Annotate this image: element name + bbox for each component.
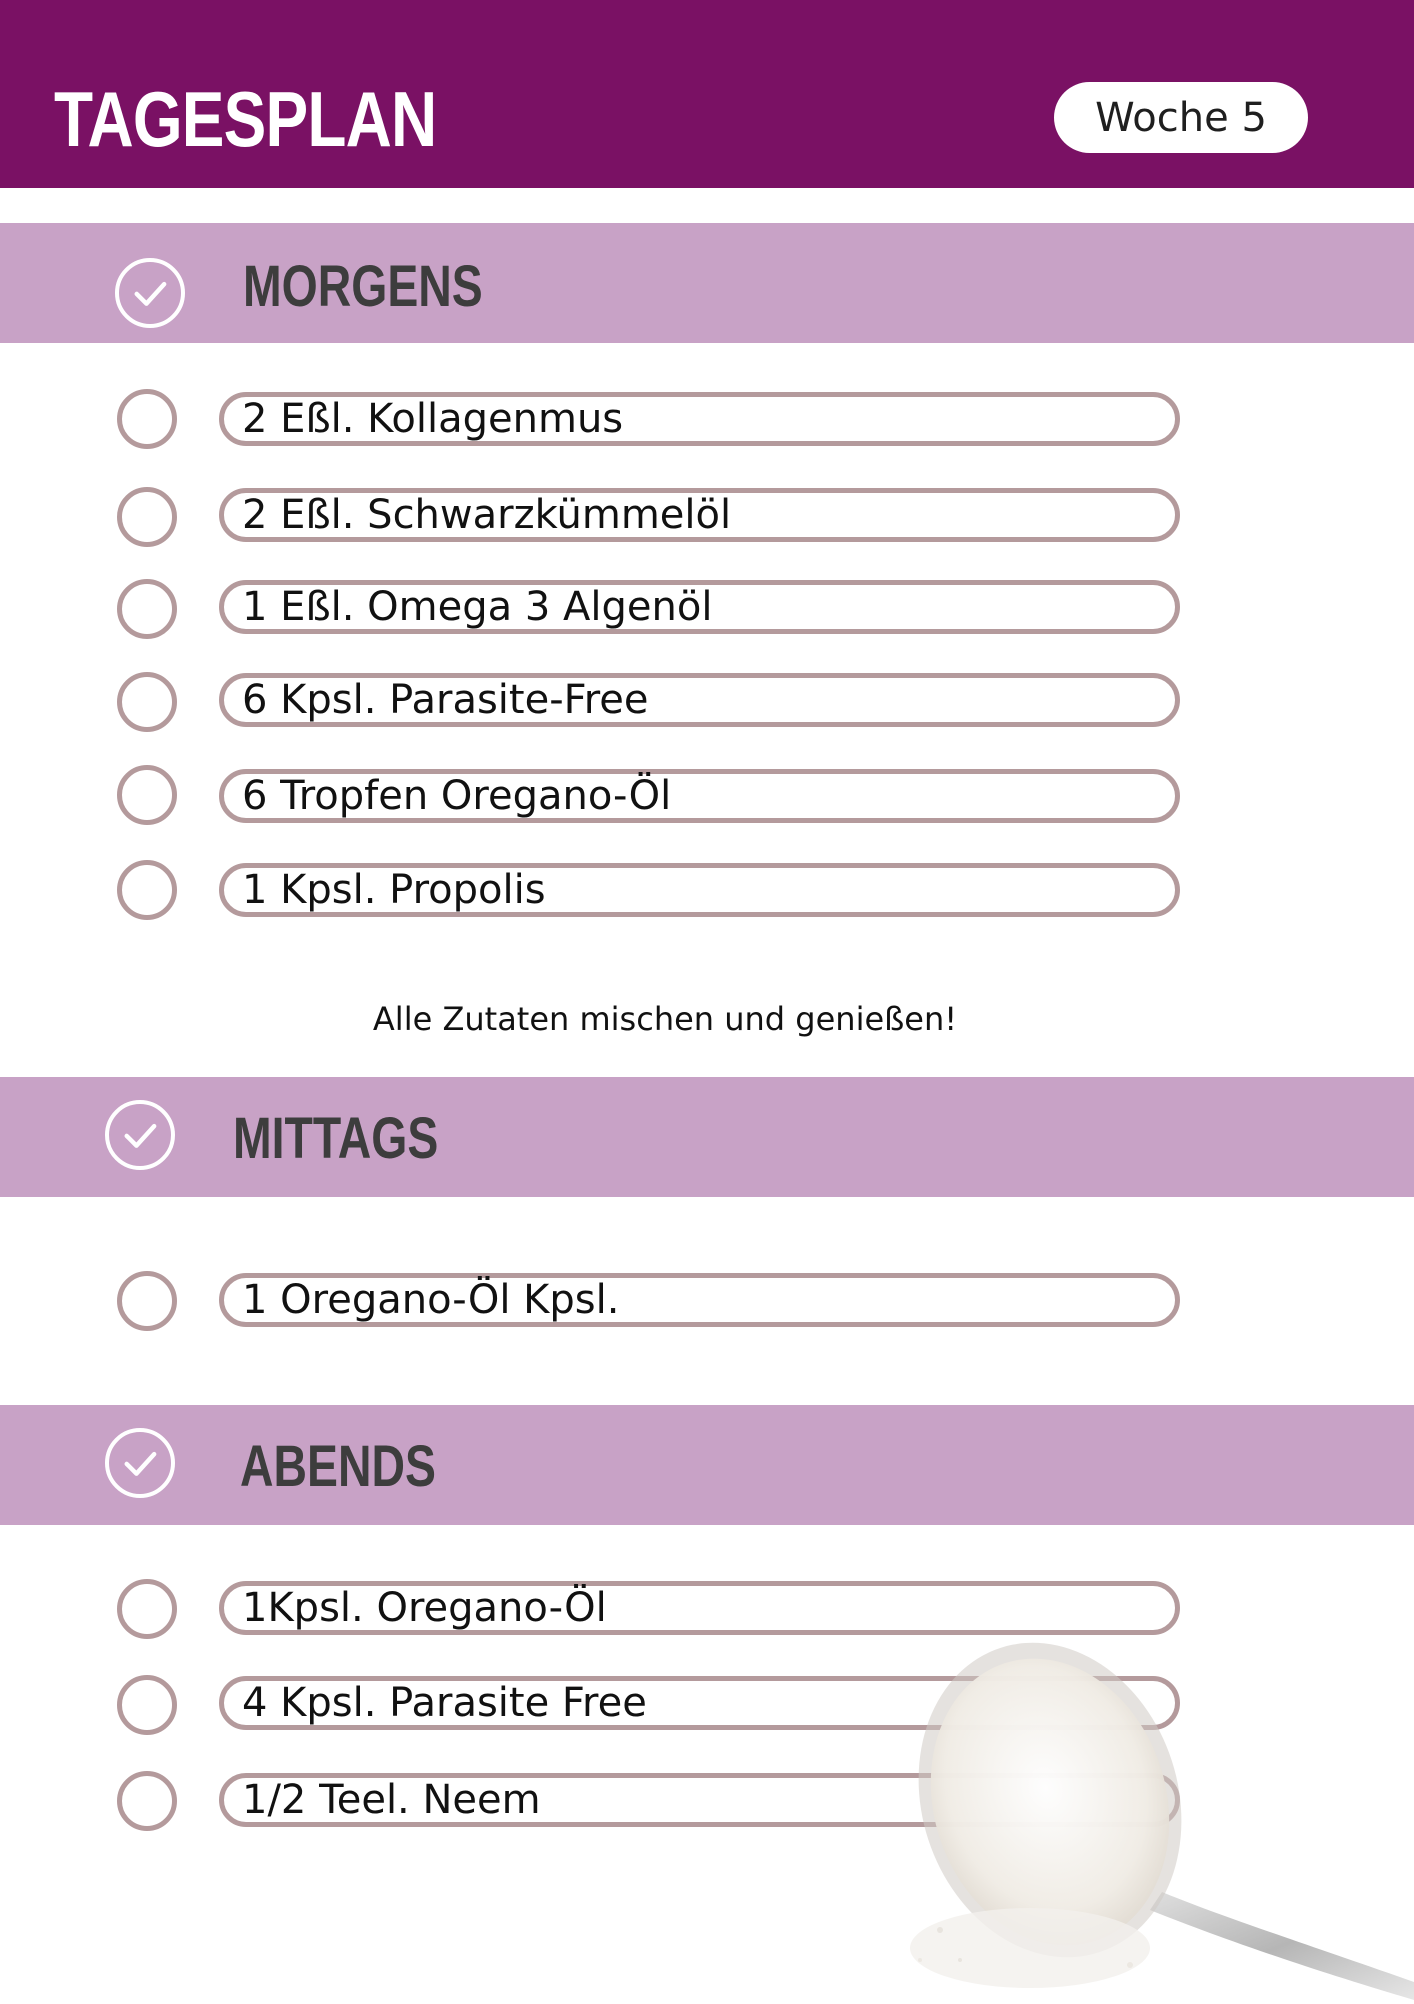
item-label: 1/2 Teel. Neem	[242, 1777, 541, 1823]
spoon-powder-image	[900, 1630, 1414, 2000]
instruction-note: Alle Zutaten mischen und genießen!	[372, 1000, 958, 1038]
section-title-evening: ABENDS	[240, 1434, 436, 1499]
item-label: 6 Tropfen Oregano-Öl	[242, 773, 672, 819]
section-band-noon	[0, 1077, 1414, 1197]
item-checkbox[interactable]	[117, 765, 177, 825]
item-label: 1 Kpsl. Propolis	[242, 867, 546, 913]
item-checkbox[interactable]	[117, 389, 177, 449]
item-checkbox[interactable]	[117, 672, 177, 732]
item-checkbox[interactable]	[117, 1675, 177, 1735]
item-label: 4 Kpsl. Parasite Free	[242, 1680, 647, 1726]
item-label: 1 Eßl. Omega 3 Algenöl	[242, 584, 713, 630]
item-checkbox[interactable]	[117, 1579, 177, 1639]
check-circle-icon	[115, 258, 185, 328]
item-label: 1 Oregano-Öl Kpsl.	[242, 1277, 620, 1323]
item-checkbox[interactable]	[117, 487, 177, 547]
check-circle-icon	[105, 1100, 175, 1170]
item-label: 1Kpsl. Oregano-Öl	[242, 1585, 607, 1631]
item-label: 2 Eßl. Kollagenmus	[242, 396, 624, 442]
section-title-noon: MITTAGS	[233, 1106, 439, 1171]
item-checkbox[interactable]	[117, 860, 177, 920]
item-checkbox[interactable]	[117, 1771, 177, 1831]
item-label: 6 Kpsl. Parasite-Free	[242, 677, 649, 723]
page-title: TAGESPLAN	[54, 75, 437, 163]
section-band-morning	[0, 223, 1414, 343]
section-band-evening	[0, 1405, 1414, 1525]
week-badge: Woche 5	[1054, 82, 1308, 153]
section-title-morning: MORGENS	[243, 254, 483, 319]
item-checkbox[interactable]	[117, 579, 177, 639]
check-circle-icon	[105, 1428, 175, 1498]
item-checkbox[interactable]	[117, 1271, 177, 1331]
item-label: 2 Eßl. Schwarzkümmelöl	[242, 492, 732, 538]
